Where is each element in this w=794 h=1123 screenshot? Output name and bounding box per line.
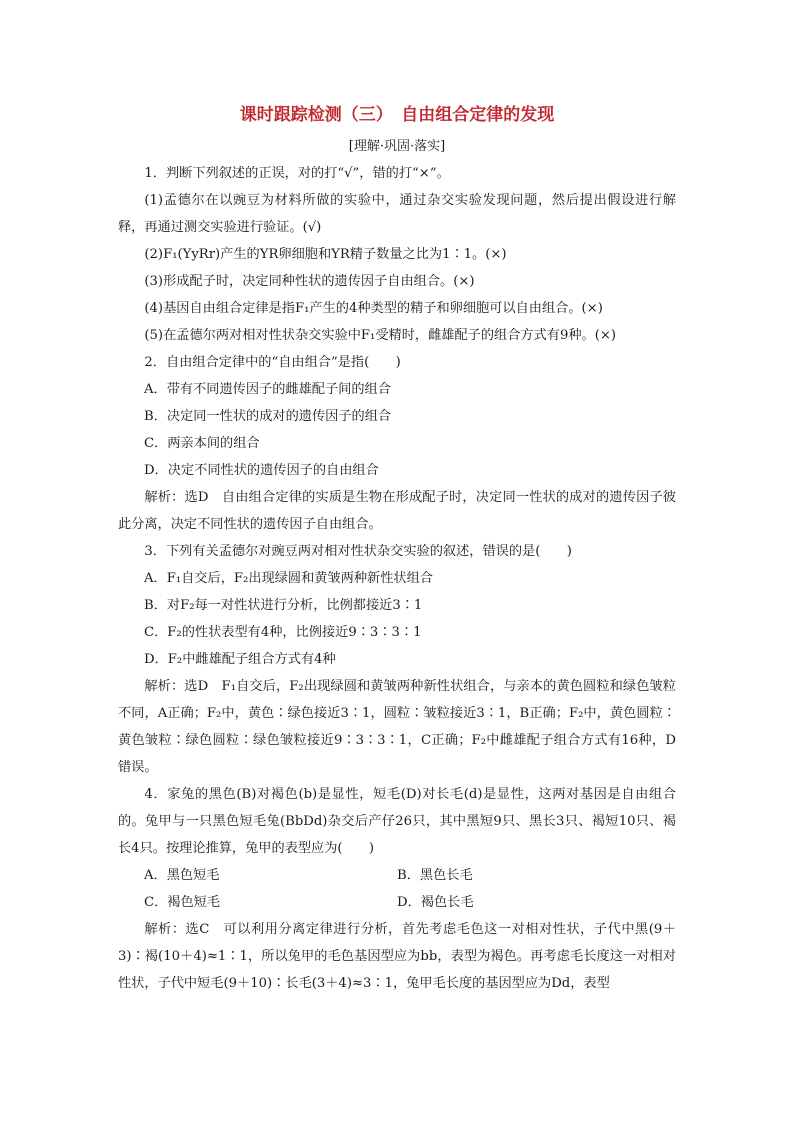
- question-2-stem: 2．自由组合定律中的“自由组合”是指( ): [144, 355, 401, 370]
- question-2-analysis: 解析：选D 自由组合定律的实质是生物在形成配子时，决定同一性状的成对的遗传因子彼此分离，决定不同性状的遗传因子自由组合。: [118, 490, 676, 532]
- question-4-analysis: 解析：选C 可以利用分离定律进行分析，首先考虑毛色这一对相对性状，子代中黑(9＋3)∶褐(10＋4)≈1∶1，所以兔甲的毛色基因型应为bb，表型为褐色。再考虑毛长度这一对相对性状，子代中短毛(9＋10)∶长毛(3＋4)≈3∶1，兔甲毛长度的基因型应为Dd，表型: [118, 922, 676, 991]
- question-3-option-d: D．F₂中雌雄配子组合方式有4种: [144, 652, 336, 667]
- question-1-item-5: (5)在孟德尔两对相对性状杂交实验中F₁受精时，雌雄配子的组合方式有9种。(×): [144, 328, 617, 343]
- question-4: [118, 781, 676, 997]
- question-3-option-c: C．F₂的性状表型有4种，比例接近9∶3∶3∶1: [144, 625, 422, 640]
- question-1: [118, 160, 676, 349]
- question-2: [118, 349, 676, 538]
- question-3-option-b: B．对F₂每一对性状进行分析，比例都接近3∶1: [144, 598, 423, 613]
- question-4-options-row-2: [118, 889, 676, 916]
- question-3-analysis: 解析：选D F₁自交后，F₂出现绿圆和黄皱两种新性状组合，与亲本的黄色圆粒和绿色皱粒不同，A正确；F₂中，黄色∶绿色接近3∶1，圆粒∶皱粒接近3∶1，B正确；F₂中，黄色圆粒∶黄色皱粒∶绿色圆粒∶绿色皱粒接近9∶3∶3∶1，C正确；F₂中雌雄配子组合方式有16种，D错误。: [118, 679, 676, 775]
- question-2-option-b: B．决定同一性状的成对的遗传因子的组合: [144, 409, 392, 424]
- question-1-stem: 1．判断下列叙述的正误，对的打“√”，错的打“×”。: [144, 166, 450, 181]
- question-3-stem: 3．下列有关孟德尔对豌豆两对相对性状杂交实验的叙述，错误的是( ): [144, 544, 572, 559]
- question-3-option-a: A．F₁自交后，F₂出现绿圆和黄皱两种新性状组合: [144, 571, 433, 586]
- question-2-option-d: D．决定不同性状的遗传因子的自由组合: [144, 463, 379, 478]
- question-4-options-row-1: [118, 862, 676, 889]
- worksheet-page: [118, 100, 676, 997]
- question-4-option-b: B．黑色长毛: [397, 868, 473, 883]
- question-4-stem: 4．家兔的黑色(B)对褐色(b)是显性，短毛(D)对长毛(d)是显性，这两对基因是自由组合的。兔甲与一只黑色短毛兔(BbDd)杂交后产仔26只，其中黑短9只、黑长3只、褐短10只、褐长4只。按理论推算，兔甲的表型应为( ): [118, 787, 676, 856]
- question-2-option-a: A．带有不同遗传因子的雌雄配子间的组合: [144, 382, 391, 397]
- question-4-option-a: A．黑色短毛: [144, 868, 220, 883]
- question-4-option-d: D．褐色长毛: [397, 895, 474, 910]
- question-1-item-3: (3)形成配子时，决定同种性状的遗传因子自由组合。(×): [144, 274, 475, 289]
- question-4-option-c: C．褐色短毛: [144, 895, 221, 910]
- page-title: 课时跟踪检测（三） 自由组合定律的发现: [239, 105, 555, 125]
- question-2-option-c: C．两亲本间的组合: [144, 436, 260, 451]
- question-1-item-1: (1)孟德尔在以豌豆为材料所做的实验中，通过杂交实验发现问题，然后提出假设进行解释，再通过测交实验进行验证。(√): [118, 193, 676, 235]
- section-subtitle: [理解·巩固·落实]: [348, 139, 446, 154]
- question-1-item-4: (4)基因自由组合定律是指F₁产生的4种类型的精子和卵细胞可以自由组合。(×): [144, 301, 603, 316]
- question-1-item-2: (2)F₁(YyRr)产生的YR卵细胞和YR精子数量之比为1∶1。(×): [144, 247, 507, 262]
- question-3: [118, 538, 676, 781]
